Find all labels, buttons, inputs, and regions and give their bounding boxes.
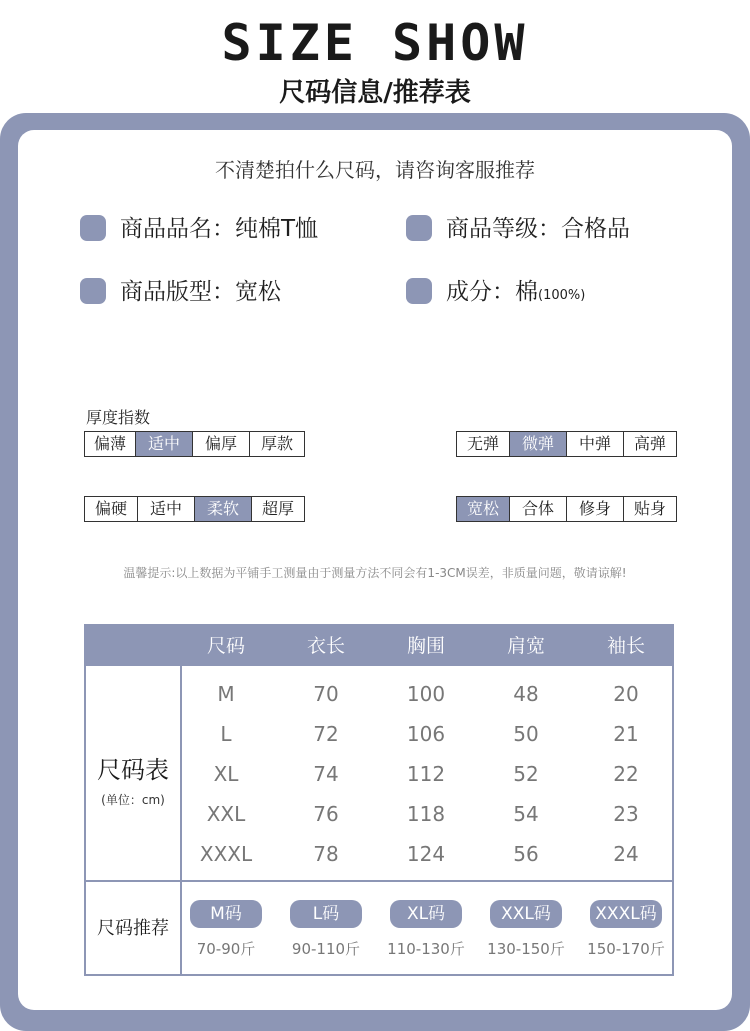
size-recommend-badge: XXL码 bbox=[490, 900, 562, 928]
size-recommend-weight: 90-110斤 bbox=[291, 940, 361, 958]
measure-cell: 24 bbox=[613, 842, 639, 866]
bullet-icon bbox=[80, 215, 106, 241]
scale-option: 无弹 bbox=[457, 432, 510, 456]
size-cell: M bbox=[217, 682, 235, 706]
scale-option: 适中 bbox=[138, 497, 195, 521]
attr-note: (100%) bbox=[538, 288, 586, 303]
attr-label: 商品版型： bbox=[120, 279, 235, 305]
column-header: 胸围 bbox=[406, 635, 445, 657]
measure-cell: 70 bbox=[313, 682, 339, 706]
measure-cell: 21 bbox=[613, 722, 639, 746]
bullet-icon bbox=[80, 278, 106, 304]
scale-option: 高弹 bbox=[624, 432, 676, 456]
measure-cell: 76 bbox=[313, 802, 339, 826]
measure-cell: 112 bbox=[406, 762, 446, 786]
scale-option: 超厚 bbox=[252, 497, 304, 521]
bullet-icon bbox=[406, 215, 432, 241]
measurement-notice: 温馨提示:以上数据为平铺手工测量由于测量方法不同会有1-3CM误差，非质量问题，敬请谅解! bbox=[123, 566, 627, 580]
elasticity-scale bbox=[456, 431, 677, 457]
attr-value: 棉 bbox=[515, 279, 538, 305]
measure-cell: 54 bbox=[513, 802, 539, 826]
size-cell: XXL bbox=[206, 802, 246, 826]
attr-product-fit bbox=[80, 273, 281, 306]
size-recommend-weight: 70-90斤 bbox=[196, 940, 256, 958]
size-recommend-weight: 130-150斤 bbox=[487, 940, 565, 958]
scale-option: 偏硬 bbox=[85, 497, 138, 521]
size-recommend-badge: M码 bbox=[190, 900, 262, 928]
table-divider-horizontal bbox=[86, 880, 672, 882]
size-recommend-label: 尺码推荐 bbox=[97, 918, 169, 939]
measure-cell: 48 bbox=[513, 682, 539, 706]
measure-cell: 52 bbox=[513, 762, 539, 786]
size-table-header bbox=[86, 626, 672, 666]
size-table-title: 尺码表 bbox=[97, 756, 169, 784]
measure-cell: 50 bbox=[513, 722, 539, 746]
size-recommend-badge: L码 bbox=[290, 900, 362, 928]
scale-option: 偏厚 bbox=[193, 432, 250, 456]
measure-cell: 23 bbox=[613, 802, 639, 826]
attr-label: 成分： bbox=[446, 279, 515, 305]
scale-option: 修身 bbox=[567, 497, 624, 521]
size-table bbox=[84, 624, 674, 976]
size-table-unit: (单位：cm) bbox=[101, 793, 165, 807]
measure-cell: 106 bbox=[406, 722, 446, 746]
attr-value: 宽松 bbox=[235, 279, 281, 305]
attr-value: 合格品 bbox=[561, 216, 630, 242]
measure-cell: 124 bbox=[406, 842, 446, 866]
scale-option: 适中 bbox=[136, 432, 193, 456]
attr-product-grade bbox=[406, 210, 630, 243]
size-recommend-weight: 110-130斤 bbox=[387, 940, 465, 958]
measure-cell: 74 bbox=[313, 762, 339, 786]
size-recommend-weight: 150-170斤 bbox=[587, 940, 665, 958]
fit-scale bbox=[456, 496, 677, 522]
scale-option: 合体 bbox=[510, 497, 567, 521]
measure-cell: 72 bbox=[313, 722, 339, 746]
scale-option: 厚款 bbox=[250, 432, 304, 456]
attr-value: 纯棉T恤 bbox=[235, 216, 319, 242]
measure-cell: 22 bbox=[613, 762, 639, 786]
column-header: 袖长 bbox=[606, 635, 645, 657]
scale-option: 偏薄 bbox=[85, 432, 136, 456]
measure-cell: 78 bbox=[313, 842, 339, 866]
size-recommend-badge: XXXL码 bbox=[590, 900, 662, 928]
measure-cell: 100 bbox=[406, 682, 446, 706]
size-cell: XL bbox=[213, 762, 239, 786]
attr-composition bbox=[406, 273, 585, 306]
measure-cell: 118 bbox=[406, 802, 446, 826]
column-header: 尺码 bbox=[206, 635, 245, 657]
scale-option: 宽松 bbox=[457, 497, 510, 521]
scale-option: 中弹 bbox=[567, 432, 624, 456]
size-hint: 不清楚拍什么尺码，请咨询客服推荐 bbox=[215, 158, 535, 182]
attr-label: 商品等级： bbox=[446, 216, 561, 242]
page-title: SIZE SHOW bbox=[221, 14, 529, 72]
column-header: 衣长 bbox=[306, 635, 345, 657]
column-header: 肩宽 bbox=[506, 635, 545, 657]
thickness-label: 厚度指数 bbox=[86, 408, 151, 427]
scale-option: 柔软 bbox=[195, 497, 252, 521]
measure-cell: 20 bbox=[613, 682, 639, 706]
scale-option: 贴身 bbox=[624, 497, 676, 521]
measure-cell: 56 bbox=[513, 842, 539, 866]
bullet-icon bbox=[406, 278, 432, 304]
size-recommend-badge: XL码 bbox=[390, 900, 462, 928]
thickness-scale bbox=[84, 431, 305, 457]
page-subtitle: 尺码信息/推荐表 bbox=[279, 78, 471, 108]
size-cell: XXXL bbox=[199, 842, 253, 866]
size-cell: L bbox=[220, 722, 232, 746]
scale-option: 微弹 bbox=[510, 432, 567, 456]
attr-label: 商品品名： bbox=[120, 216, 235, 242]
softness-scale bbox=[84, 496, 305, 522]
attr-product-name bbox=[80, 210, 318, 243]
